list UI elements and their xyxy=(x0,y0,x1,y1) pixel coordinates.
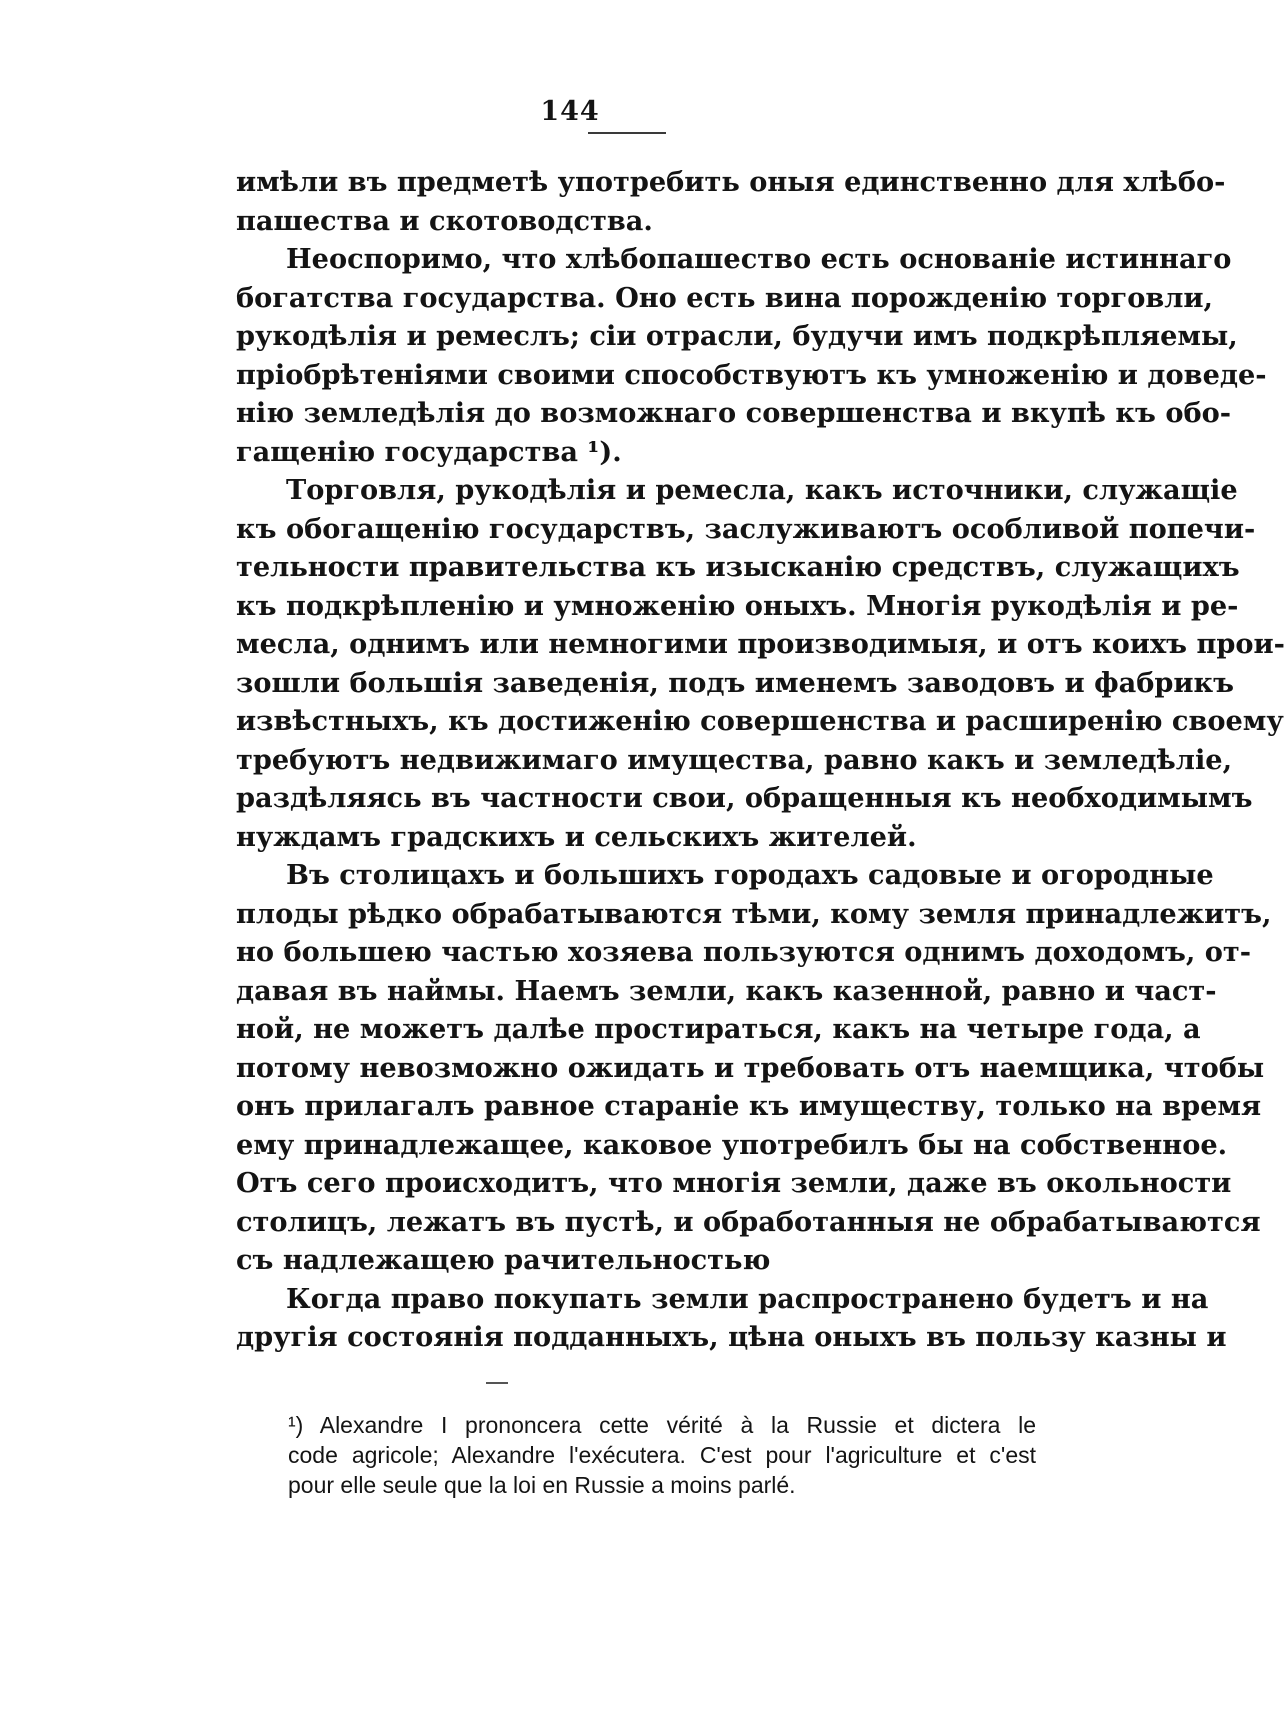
footnote-line: ¹) Alexandre I prononcera cette vérité à la Russie et dictera le xyxy=(288,1412,1036,1438)
body-line: рукодѣлія и ремеслъ; сіи отрасли, будучи имъ подкрѣпляемы, xyxy=(236,320,1238,352)
body-line: зошли большія заведенія, подъ именемъ заводовъ и фабрикъ xyxy=(236,666,1235,699)
body-line: къ обогащенію государствъ, заслуживаютъ особливой попечи- xyxy=(236,512,1256,545)
body-line: имѣли въ предметѣ употребить оныя единственно для хлѣбо- xyxy=(236,166,1226,198)
body-line: плоды рѣдко обрабатываются тѣми, кому земля принадлежитъ, xyxy=(236,897,1272,930)
footnote-line: pour elle seule que la loi en Russie a moins parlé. xyxy=(288,1472,796,1498)
page-number: 144 xyxy=(540,96,600,127)
body-line: пашества и скотоводства. xyxy=(236,204,653,237)
body-line: раздѣляясь въ частности свои, обращенныя къ необходимымъ xyxy=(236,782,1253,814)
body-line: Неоспоримо, что хлѣбопашество есть основаніе истиннаго xyxy=(286,243,1232,275)
body-line: гащенію государства ¹). xyxy=(236,435,622,468)
body-line: столицъ, лежатъ въ пустѣ, и обработанныя не обрабатываются xyxy=(236,1205,1261,1238)
body-line: требуютъ недвижимаго имущества, равно какъ и земледѣліе, xyxy=(236,743,1233,776)
body-line: извѣстныхъ, къ достиженію совершенства и расширенію своему xyxy=(236,705,1284,737)
body-line: потому невозможно ожидать и требовать отъ наемщика, чтобы xyxy=(236,1051,1265,1084)
body-line: давая въ наймы. Наемъ земли, какъ казенной, равно и част- xyxy=(236,974,1217,1007)
footnote-rule xyxy=(486,1382,508,1384)
body-line: Торговля, рукодѣлія и ремесла, какъ источники, служащіе xyxy=(286,474,1238,506)
body-line: Отъ сего происходитъ, что многія земли, даже въ окольности xyxy=(236,1167,1232,1199)
body-line: ему принадлежащее, каковое употребилъ бы на собственное. xyxy=(236,1128,1228,1161)
body-text xyxy=(236,163,1285,1357)
body-line: Когда право покупать земли распространено будетъ и на xyxy=(286,1282,1209,1315)
footnotes xyxy=(288,1410,1036,1500)
footnote-line: code agricole; Alexandre l'exécutera. C'est pour l'agriculture et c'est xyxy=(288,1442,1036,1468)
body-line: Въ столицахъ и большихъ городахъ садовые и огородные xyxy=(286,859,1214,891)
header-rule xyxy=(588,132,666,134)
body-line: но большею частью хозяева пользуются однимъ доходомъ, от- xyxy=(236,936,1252,968)
body-line: богатства государства. Оно есть вина порожденію торговли, xyxy=(236,281,1214,314)
body-line: къ подкрѣпленію и умноженію оныхъ. Многія рукодѣлія и ре- xyxy=(236,589,1239,622)
body-line: нуждамъ градскихъ и сельскихъ жителей. xyxy=(236,820,917,853)
body-line: онъ прилагалъ равное стараніе къ имуществу, только на время xyxy=(236,1090,1262,1122)
body-line: месла, однимъ или немногими производимыя, и отъ коихъ прои- xyxy=(236,628,1285,660)
body-line: другія состоянія подданныхъ, цѣна оныхъ въ пользу казны и xyxy=(236,1321,1227,1353)
body-line: пріобрѣтеніями своими способствуютъ къ умноженію и доведе- xyxy=(236,358,1267,391)
body-line: съ надлежащею рачительностью xyxy=(236,1244,771,1276)
body-line: нію земледѣлія до возможнаго совершенства и вкупѣ къ обо- xyxy=(236,397,1232,429)
body-line: ной, не можетъ далѣе простираться, какъ на четыре года, а xyxy=(236,1013,1201,1045)
body-line: тельности правительства къ изысканію средствъ, служащихъ xyxy=(236,551,1240,583)
